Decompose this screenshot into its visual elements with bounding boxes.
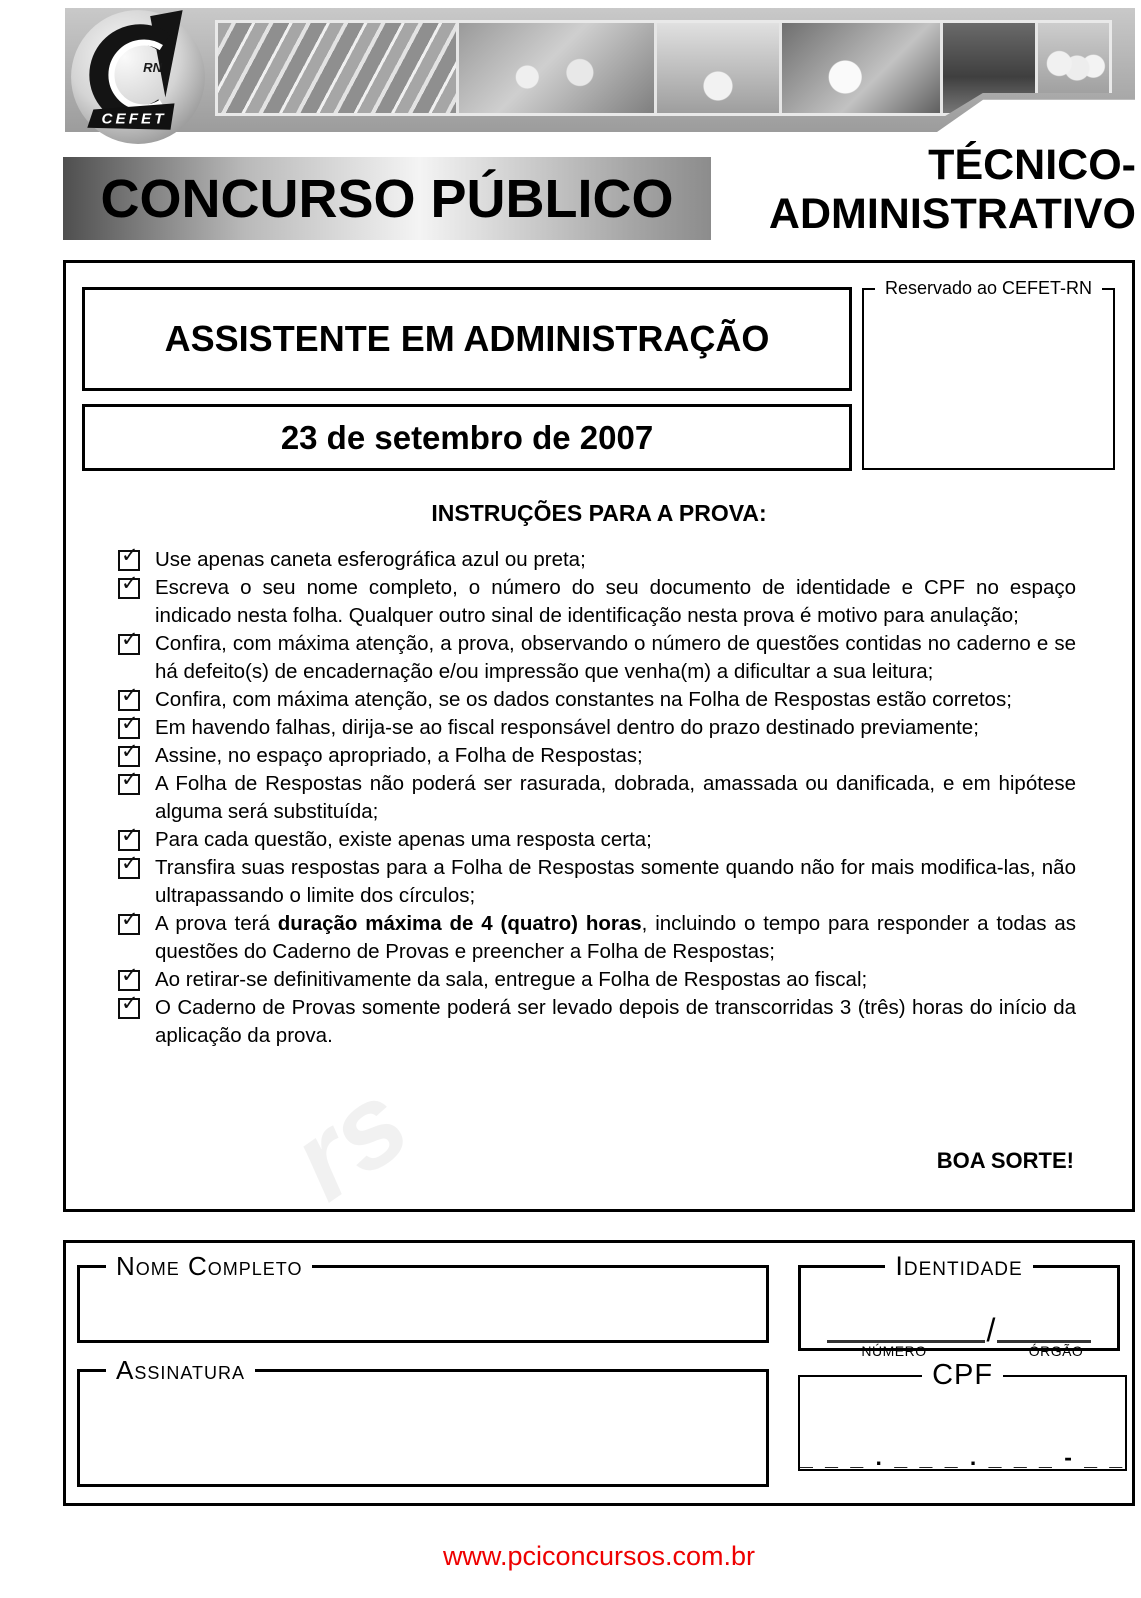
list-item: ✓ Assine, no espaço apropriado, a Folha de Respostas; [118, 742, 1076, 770]
diagonal-stripes-decor [218, 23, 456, 113]
check-icon: ✓ [121, 767, 139, 791]
signature-label: Assinatura [116, 1355, 246, 1385]
category-line1: TÉCNICO- [928, 141, 1136, 189]
check-icon: ✓ [121, 627, 139, 651]
identity-blank-line[interactable] [801, 1312, 1117, 1348]
checkbox-checked-icon [118, 851, 140, 879]
exam-date-box [82, 404, 852, 471]
list-item: ✓ Transfira suas respostas para a Folha de Respostas somente quando não for mais modifica-las, não ultrapassando o limite dos círculos; [118, 854, 1076, 910]
check-icon: ✓ [121, 683, 139, 707]
checkbox-checked-icon [118, 627, 140, 655]
photo-collage [215, 20, 1112, 116]
identity-organ-label: ÓRGÃO [1028, 1343, 1084, 1359]
logo-acronym-text: CEFET [101, 110, 167, 128]
photo-banner [65, 8, 1135, 132]
logo-region-text: RN [143, 59, 163, 75]
photo-laboratory [779, 23, 940, 113]
checkbox-checked-icon [118, 543, 140, 571]
list-item: ✓ O Caderno de Provas somente poderá ser levado depois de transcorridas 3 (três) horas do início da aplicação da prova. [118, 994, 1076, 1050]
check-icon: ✓ [121, 991, 139, 1015]
instructions-panel [63, 260, 1135, 1212]
footer [63, 1541, 1135, 1572]
checkbox-checked-icon [118, 739, 140, 767]
checkbox-checked-icon [118, 963, 140, 991]
reserved-area-box[interactable] [862, 278, 1115, 470]
full-name-label: Nome Completo [116, 1251, 303, 1281]
concurso-title-bar [63, 157, 711, 240]
role-title: ASSISTENTE EM ADMINISTRAÇÃO [164, 318, 770, 359]
check-icon: ✓ [121, 543, 139, 567]
cefet-rn-logo [67, 4, 209, 146]
checkbox-checked-icon [118, 683, 140, 711]
check-icon: ✓ [121, 739, 139, 763]
checkbox-checked-icon [118, 571, 140, 599]
identity-organ-line[interactable] [997, 1316, 1091, 1343]
identity-number-line[interactable] [827, 1316, 985, 1343]
role-title-box [82, 287, 852, 391]
list-item: ✓ Escreva o seu nome completo, o número do seu documento de identidade e CPF no espaço indicado nesta folha. Qualquer outro sinal de identificação nesta prova é motivo para anulação; [118, 574, 1076, 630]
check-icon: ✓ [121, 571, 139, 595]
checkbox-checked-icon [118, 991, 140, 1019]
cpf-label: CPF [932, 1359, 994, 1391]
checkbox-checked-icon [118, 823, 140, 851]
concurso-title: CONCURSO PÚBLICO [100, 168, 674, 229]
check-icon: ✓ [121, 823, 139, 847]
reserved-area-label: Reservado ao CEFET-RN [884, 278, 1093, 298]
list-item: ✓ Para cada questão, existe apenas uma resposta certa; [118, 826, 1076, 854]
list-item: ✓ A prova terá duração máxima de 4 (quatro) horas, incluindo o tempo para responder a todas as questões do Caderno de Provas e preencher a Folha de Respostas; [118, 910, 1076, 966]
list-item: ✓ Em havendo falhas, dirija-se ao fiscal responsável dentro do prazo destinado previamente; [118, 714, 1076, 742]
check-icon: ✓ [121, 711, 139, 735]
watermark: rs [268, 1057, 431, 1225]
list-item: ✓ A Folha de Respostas não poderá ser rasurada, dobrada, amassada ou danificada, e em hipótese alguma será substituída; [118, 770, 1076, 826]
checkbox-checked-icon [118, 907, 140, 935]
category-line2: ADMINISTRATIVO [768, 190, 1136, 238]
identity-number-label: NÚMERO [861, 1343, 927, 1359]
instructions-list [118, 543, 1076, 1050]
photo-group [1035, 23, 1109, 113]
checkbox-checked-icon [118, 711, 140, 739]
category-heading [706, 141, 1136, 239]
signature-field[interactable] [77, 1355, 769, 1487]
identification-form [63, 1240, 1135, 1506]
list-item: ✓ Confira, com máxima atenção, se os dados constantes na Folha de Respostas estão corretos; [118, 686, 1076, 714]
check-icon: ✓ [121, 907, 139, 931]
cefet-logo-icon [67, 4, 209, 146]
photo-shelves [940, 23, 1035, 113]
good-luck-text: BOA SORTE! [936, 1148, 1074, 1173]
list-item: ✓ Use apenas caneta esferográfica azul ou preta; [118, 546, 1076, 574]
cpf-field[interactable] [798, 1359, 1127, 1471]
check-icon: ✓ [121, 851, 139, 875]
identity-sublabels [801, 1343, 1117, 1359]
exam-date: 23 de setembro de 2007 [280, 418, 654, 456]
identity-field[interactable] [798, 1251, 1120, 1359]
check-icon: ✓ [121, 963, 139, 987]
list-item: ✓ Confira, com máxima atenção, a prova, observando o número de questões contidas no caderno e se há defeito(s) de encadernação e/ou impressão que venha(m) a dificultar a sua leitura; [118, 630, 1076, 686]
cpf-mask[interactable]: _ _ _ . _ _ _ . _ _ _ - _ _ [800, 1444, 1126, 1470]
full-name-field[interactable] [77, 1251, 769, 1343]
identity-label: Identidade [895, 1251, 1023, 1281]
photo-classroom [654, 23, 779, 113]
footer-link[interactable]: www.pciconcursos.com.br [442, 1541, 756, 1571]
identity-separator: / [986, 1312, 996, 1348]
checkbox-checked-icon [118, 767, 140, 795]
list-item: ✓ Ao retirar-se definitivamente da sala, entregue a Folha de Respostas ao fiscal; [118, 966, 1076, 994]
photo-students-walking [456, 23, 654, 113]
instructions-heading: INSTRUÇÕES PARA A PROVA: [431, 500, 767, 526]
